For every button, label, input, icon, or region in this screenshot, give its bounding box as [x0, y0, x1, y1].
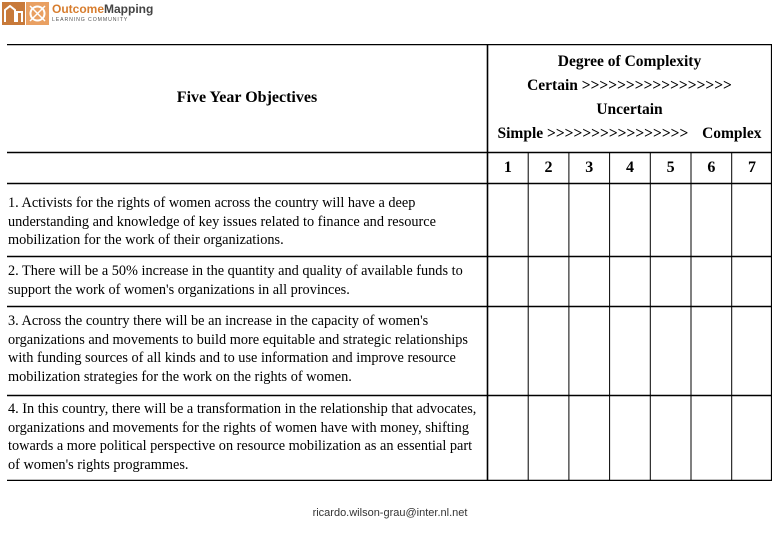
objective-4-text: 4. In this country, there will be a transformation in the relationship that advocates, organizations and movements for the rights of women have with money, shifting towards a more political perspective on resource mobilization as an essential part of women's rights programmes. — [8, 401, 477, 473]
complex-label: Complex — [702, 125, 762, 142]
scale-number-5: 5 — [666, 158, 675, 176]
header-degree-of-complexity — [487, 44, 772, 152]
logo-title: OutcomeMapping — [52, 2, 154, 16]
complexity-table — [7, 44, 772, 481]
objective-2-text: 2. There will be a 50% increase in the quantity and quality of available funds to support the work of women's organizations in all provinces. — [8, 263, 463, 298]
simple-complex-line — [498, 122, 762, 146]
objective-1-text: 1. Activists for the rights of women across the country will have a deep understanding and knowledge of key issues related to finance and resource mobilization for the work of their organizations. — [8, 195, 436, 248]
outcome-mapping-logo-icon — [2, 2, 49, 25]
header-five-year-objectives: Five Year Objectives — [176, 89, 318, 106]
scale-number-4: 4 — [625, 158, 634, 176]
simple-arrows: Simple >>>>>>>>>>>>>>>> — [497, 125, 689, 142]
scale-number-2: 2 — [544, 158, 553, 176]
scale-number-6: 6 — [707, 158, 716, 176]
scale-number-1: 1 — [503, 158, 512, 176]
logo-square-left — [2, 2, 25, 25]
objective-3-text: 3. Across the country there will be an increase in the capacity of women's organizations and movements to build more equitable and strategic relationships with funding sources of all kinds and to use information and improve resource mobilization strategies for the work on the rights of women. — [8, 313, 468, 385]
logo-subtitle: LEARNING COMMUNITY — [52, 17, 129, 23]
uncertain-label: Uncertain — [596, 101, 663, 118]
scale-number-3: 3 — [585, 158, 594, 176]
certain-line: Certain >>>>>>>>>>>>>>>>> — [527, 77, 732, 94]
outcome-mapping-logo — [2, 2, 153, 28]
degree-title: Degree of Complexity — [557, 53, 702, 70]
footer-email: ricardo.wilson-grau@inter.nl.net — [312, 507, 468, 519]
logo-square-right — [26, 2, 49, 25]
scale-number-7: 7 — [748, 158, 757, 176]
